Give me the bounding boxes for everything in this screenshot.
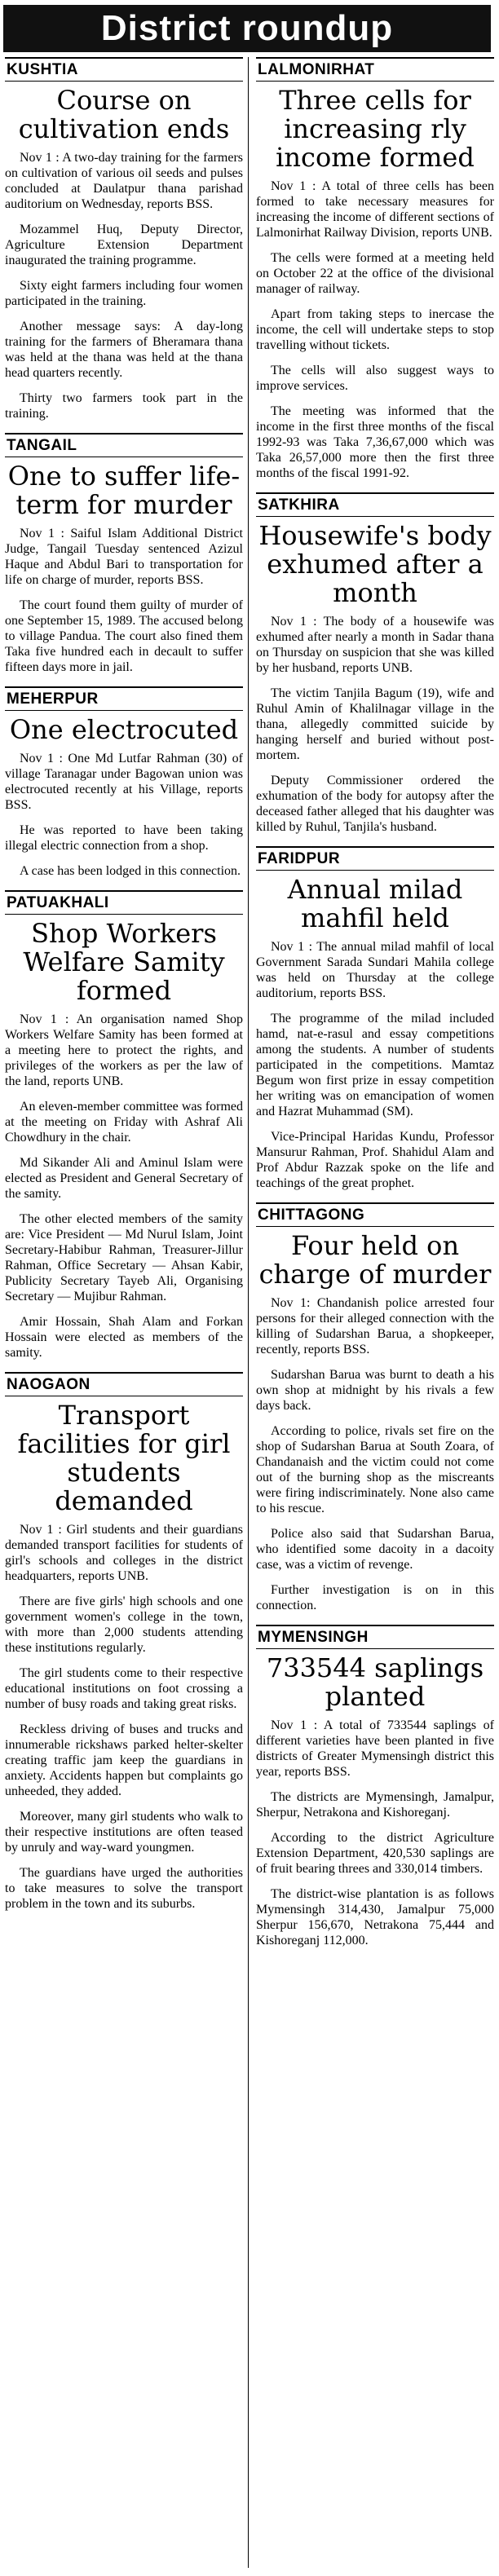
news-story: [5, 57, 243, 421]
headline: Shop Workers Welfare Samity formed: [23, 918, 225, 1006]
section-banner: District roundup: [3, 5, 491, 52]
story-paragraph: The girl students come to their respective educational institutions on foot crossing a number of busy roads and taking great risks.: [5, 1666, 243, 1711]
story-paragraph: Nov 1 : An organisation named Shop Workers Welfare Samity has been formed at a meeting here to protect the rights, and privileges of the workers as per the law of the land, reports UNB.: [5, 1012, 243, 1088]
news-story: [256, 57, 494, 481]
story-paragraph: He was reported to have been taking illegal electric connection from a shop.: [5, 823, 243, 853]
story-paragraph: The district-wise plantation is as follows Mymensingh 314,430, Jamalpur 75,000 Sherpur 156,670, Netrakona 75,444 and Kishoreganj 112,000.: [256, 1887, 494, 1947]
story-paragraph: Nov 1 : Saiful Islam Additional District Judge, Tangail Tuesday sentenced Azizul Haque and Abdul Bari to transportation for life on charge of murder, reports BSS.: [5, 527, 243, 587]
dateline: SATKHIRA: [256, 492, 494, 517]
news-story: [5, 433, 243, 675]
story-paragraph: Reckless driving of buses and trucks and innumerable rickshaws parked helter-skelter creating traffic jam keep the guardians in anxiety. Accidents happen but complaints go unheeded, they added.: [5, 1722, 243, 1798]
story-paragraph: Mozammel Huq, Deputy Director, Agriculture Extension Department inaugurated the training programme.: [5, 223, 243, 267]
story-paragraph: Nov 1 : A total of 733544 saplings of different varieties have been planted in five districts of Greater Mymensingh district this year, reports BSS.: [256, 1718, 494, 1779]
headline: Transport facilities for girl students demanded: [17, 1400, 231, 1516]
dateline: KUSHTIA: [5, 57, 243, 82]
story-paragraph: Nov 1 : One Md Lutfar Rahman (30) of village Taranagar under Bagowan union was electrocuted recently at his Village, reports BSS.: [5, 752, 243, 812]
story-paragraph: A case has been lodged in this connection.: [20, 864, 241, 878]
story-paragraph: Nov 1: Chandanish police arrested four persons for their alleged connection with the killing of Sudarshan Barua, a shopkeeper, recently, reports BSS.: [256, 1296, 494, 1356]
dateline: CHITTAGONG: [256, 1202, 494, 1227]
story-paragraph: Nov 1 : A total of three cells has been formed to take necessary measures for increasing the income of different sections of Lalmonirhat Railway Division, reports UNB.: [256, 179, 494, 240]
story-paragraph: The meeting was informed that the income in the first three months of the fiscal 1992-93 was Taka 7,36,67,000 which was Taka 26,57,000 more then the first three months of the fiscal 1991-92.: [256, 404, 494, 480]
dateline: MEHERPUR: [5, 686, 243, 711]
left-column: [5, 57, 243, 1923]
news-story: [256, 1625, 494, 1948]
dateline: FARIDPUR: [256, 846, 494, 871]
news-story: [5, 1372, 243, 1912]
news-story: [256, 1202, 494, 1613]
headline: 733544 saplings planted: [266, 1652, 484, 1712]
headline: Three cells for increasing rly income formed: [276, 85, 475, 173]
dateline: NAOGAON: [5, 1372, 243, 1396]
story-paragraph: According to the district Agriculture Extension Department, 420,530 saplings are of fruit bearing threes and 330,014 timbers.: [256, 1831, 494, 1876]
story-paragraph: An eleven-member committee was formed at the meeting on Friday with Ashraf Ali Chowdhury in the chair.: [5, 1100, 243, 1145]
news-story: [5, 890, 243, 1361]
dateline: PATUAKHALI: [5, 890, 243, 915]
story-paragraph: The guardians have urged the authorities to take measures to solve the transport problem in the town and its suburbs.: [5, 1866, 243, 1911]
news-story: [256, 846, 494, 1191]
headline: Course on cultivation ends: [18, 85, 230, 144]
story-paragraph: Another message says: A day-long training for the farmers of Bheramara thana was held at the thana was held at the thana head quarters recently.: [5, 320, 243, 380]
story-paragraph: The court found them guilty of murder of one September 15, 1989. The accused belong to village Pandua. The court also fined them Taka five hundred each in decault to suffer fifteen days more in jail.: [5, 598, 243, 674]
headline: One electrocuted: [9, 714, 239, 745]
dateline: LALMONIRHAT: [256, 57, 494, 82]
column-divider: [248, 57, 249, 2568]
story-paragraph: Sudarshan Barua was burnt to death a his own shop at midnight by his rivals a few days back.: [256, 1368, 494, 1413]
dateline: TANGAIL: [5, 433, 243, 457]
story-paragraph: The cells were formed at a meeting held on October 22 at the office of the divisional manager of railway.: [256, 251, 494, 296]
story-paragraph: Thirty two farmers took part in the training.: [5, 391, 243, 421]
headline: Housewife's body exhumed after a month: [258, 520, 492, 608]
story-paragraph: The cells will also suggest ways to improve services.: [256, 364, 494, 393]
story-paragraph: Further investigation is on in this connection.: [256, 1583, 494, 1612]
story-paragraph: Deputy Commissioner ordered the exhumation of the body for autopsy after the deceased father alleged that his daughter was killed by Ruhul, Tanjila's husband.: [256, 774, 494, 834]
story-paragraph: Apart from taking steps to inercase the income, the cell will undertake steps to stop travelling without tickets.: [256, 307, 494, 352]
story-paragraph: The other elected members of the samity are: Vice President — Md Nurul Islam, Joint Secretary-Habibur Rahman, Treasurer-Jillur Rahman, Office Secretary — Ahsan Kabir, Publicity Secretary Tayeb Ali, Organising Secretary — Mujibur Rahman.: [5, 1212, 243, 1303]
story-paragraph: Nov 1 : Girl students and their guardians demanded transport facilities for students of girl's schools and colleges in the district headquarters, reports UNB.: [5, 1523, 243, 1583]
story-paragraph: The victim Tanjila Bagum (19), wife and Ruhul Amin of Khalilnagar village in the thana, allegedly committed suicide by hanging herself and buried without post-mortem.: [256, 686, 494, 762]
headline: Four held on charge of murder: [258, 1230, 492, 1290]
story-paragraph: Nov 1 : The annual milad mahfil of local Government Sarada Sundari Mahila college was held on Thursday at the college auditorium, reports BSS.: [256, 940, 494, 1000]
news-story: [5, 686, 243, 879]
dateline: MYMENSINGH: [256, 1625, 494, 1649]
story-paragraph: Vice-Principal Haridas Kundu, Professor Mansurur Rahman, Prof. Shahidul Alam and Prof Abdur Razzak spoke on the life and teachings of the great prophet.: [256, 1130, 494, 1190]
story-paragraph: Nov 1 : A two-day training for the farmers on cultivation of various oil seeds and pulses concluded at Daulatpur thana parishad auditorium on Wednesday, reports BSS.: [5, 151, 243, 211]
story-paragraph: Nov 1 : The body of a housewife was exhumed after nearly a month in Sadar thana on Thursday on suspicion that she was killed by her husband, reports UNB.: [256, 615, 494, 675]
story-paragraph: Md Sikander Ali and Aminul Islam were elected as President and General Secretary of the samity.: [5, 1156, 243, 1201]
story-paragraph: Moreover, many girl students who walk to their respective institutions are often teased by unruly and way-ward youngmen.: [5, 1810, 243, 1855]
headline: One to suffer life-term for murder: [7, 461, 241, 520]
story-paragraph: The districts are Mymensingh, Jamalpur, Sherpur, Netrakona and Kishoreganj.: [256, 1790, 494, 1820]
story-paragraph: There are five girls' high schools and one government women's college in the town, with more than 2,000 students attending these institutions regularly.: [5, 1595, 243, 1655]
right-column: [256, 57, 494, 1960]
story-paragraph: Sixty eight farmers including four women participated in the training.: [5, 279, 243, 308]
story-paragraph: Police also said that Sudarshan Barua, who identified some dacoity in a dacoity case, was a victim of revenge.: [256, 1527, 494, 1572]
headline: Annual milad mahfil held: [287, 874, 463, 933]
story-paragraph: The programme of the milad included hamd, nat-e-rasul and essay competitions among the students. A number of students participated in the competitions. Mamtaz Begum won first prize in essay competition her writing was on emancipation of women and Hazrat Muhammad (SM).: [256, 1012, 494, 1118]
story-paragraph: Amir Hossain, Shah Alam and Forkan Hossain were elected as members of the samity.: [5, 1315, 243, 1360]
news-story: [256, 492, 494, 835]
story-paragraph: According to police, rivals set fire on the shop of Sudarshan Barua at South Zoara, of Chandanaish and the victim could not come out of the burning shop as the miscreants were firing indiscriminately. None also came to his rescue.: [256, 1424, 494, 1515]
